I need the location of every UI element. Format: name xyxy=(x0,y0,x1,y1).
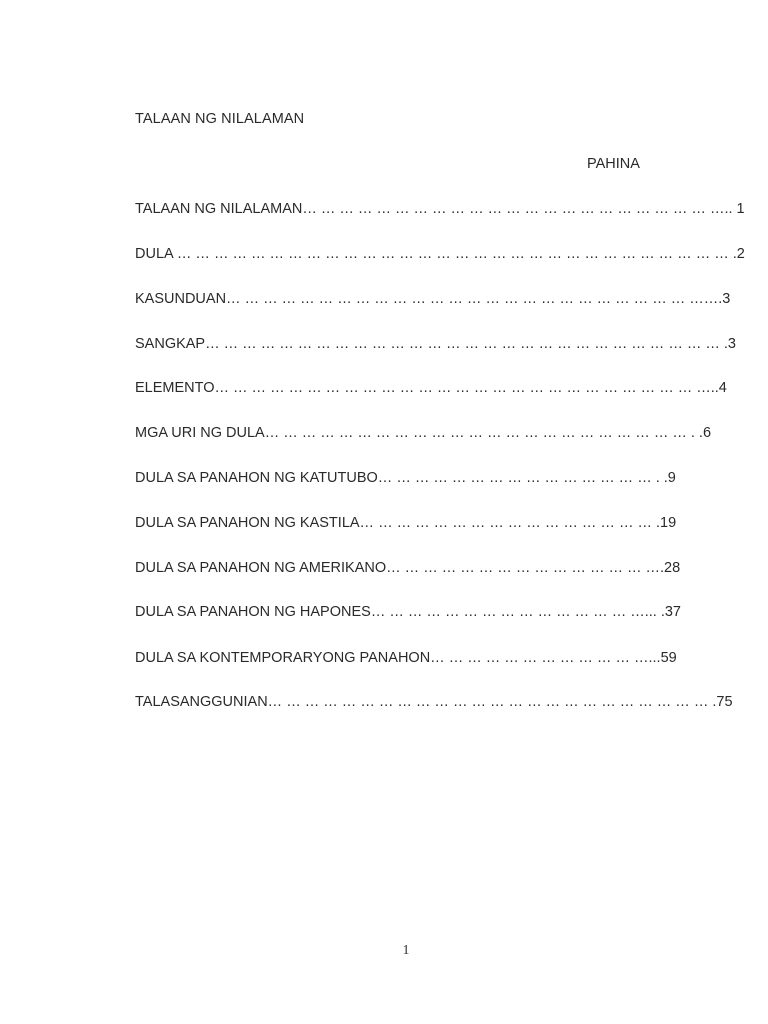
toc-entry: DULA SA PANAHON NG AMERIKANO… … … … … … … … … … … … … … ….28 xyxy=(135,560,681,576)
footer-page-number: 1 xyxy=(402,943,410,958)
toc-entry: TALASANGGUNIAN… … … … … … … … … … … … … … … … … … … … … … … … .75 xyxy=(135,694,733,710)
page-title: TALAAN NG NILALAMAN xyxy=(135,111,305,127)
toc-entry: ELEMENTO… … … … … … … … … … … … … … … … … … … … … … … … … … …..4 xyxy=(135,380,727,396)
page-column-header: PAHINA xyxy=(587,156,640,172)
toc-entry: KASUNDUAN… … … … … … … … … … … … … … … … … … … … … … … … … …….3 xyxy=(135,291,731,307)
toc-entry: DULA SA PANAHON NG KASTILA… … … … … … … … … … … … … … … … .19 xyxy=(135,515,677,531)
toc-entry: DULA SA PANAHON NG KATUTUBO… … … … … … … … … … … … … … … . .9 xyxy=(135,470,676,486)
toc-entry: DULA … … … … … … … … … … … … … … … … … … … … … … … … … … … … … … .2 xyxy=(135,246,745,262)
toc-entry: TALAAN NG NILALAMAN… … … … … … … … … … … … … … … … … … … … … … ….. 1 xyxy=(135,201,745,217)
toc-entry: SANGKAP… … … … … … … … … … … … … … … … … … … … … … … … … … … … .3 xyxy=(135,336,736,352)
toc-entry: DULA SA PANAHON NG HAPONES… … … … … … … … … … … … … … …... .37 xyxy=(135,604,681,620)
toc-entry: DULA SA KONTEMPORARYONG PANAHON… … … … … … … … … … … …...59 xyxy=(135,650,677,666)
toc-entry: MGA URI NG DULA… … … … … … … … … … … … … … … … … … … … … … … . .6 xyxy=(135,425,712,441)
